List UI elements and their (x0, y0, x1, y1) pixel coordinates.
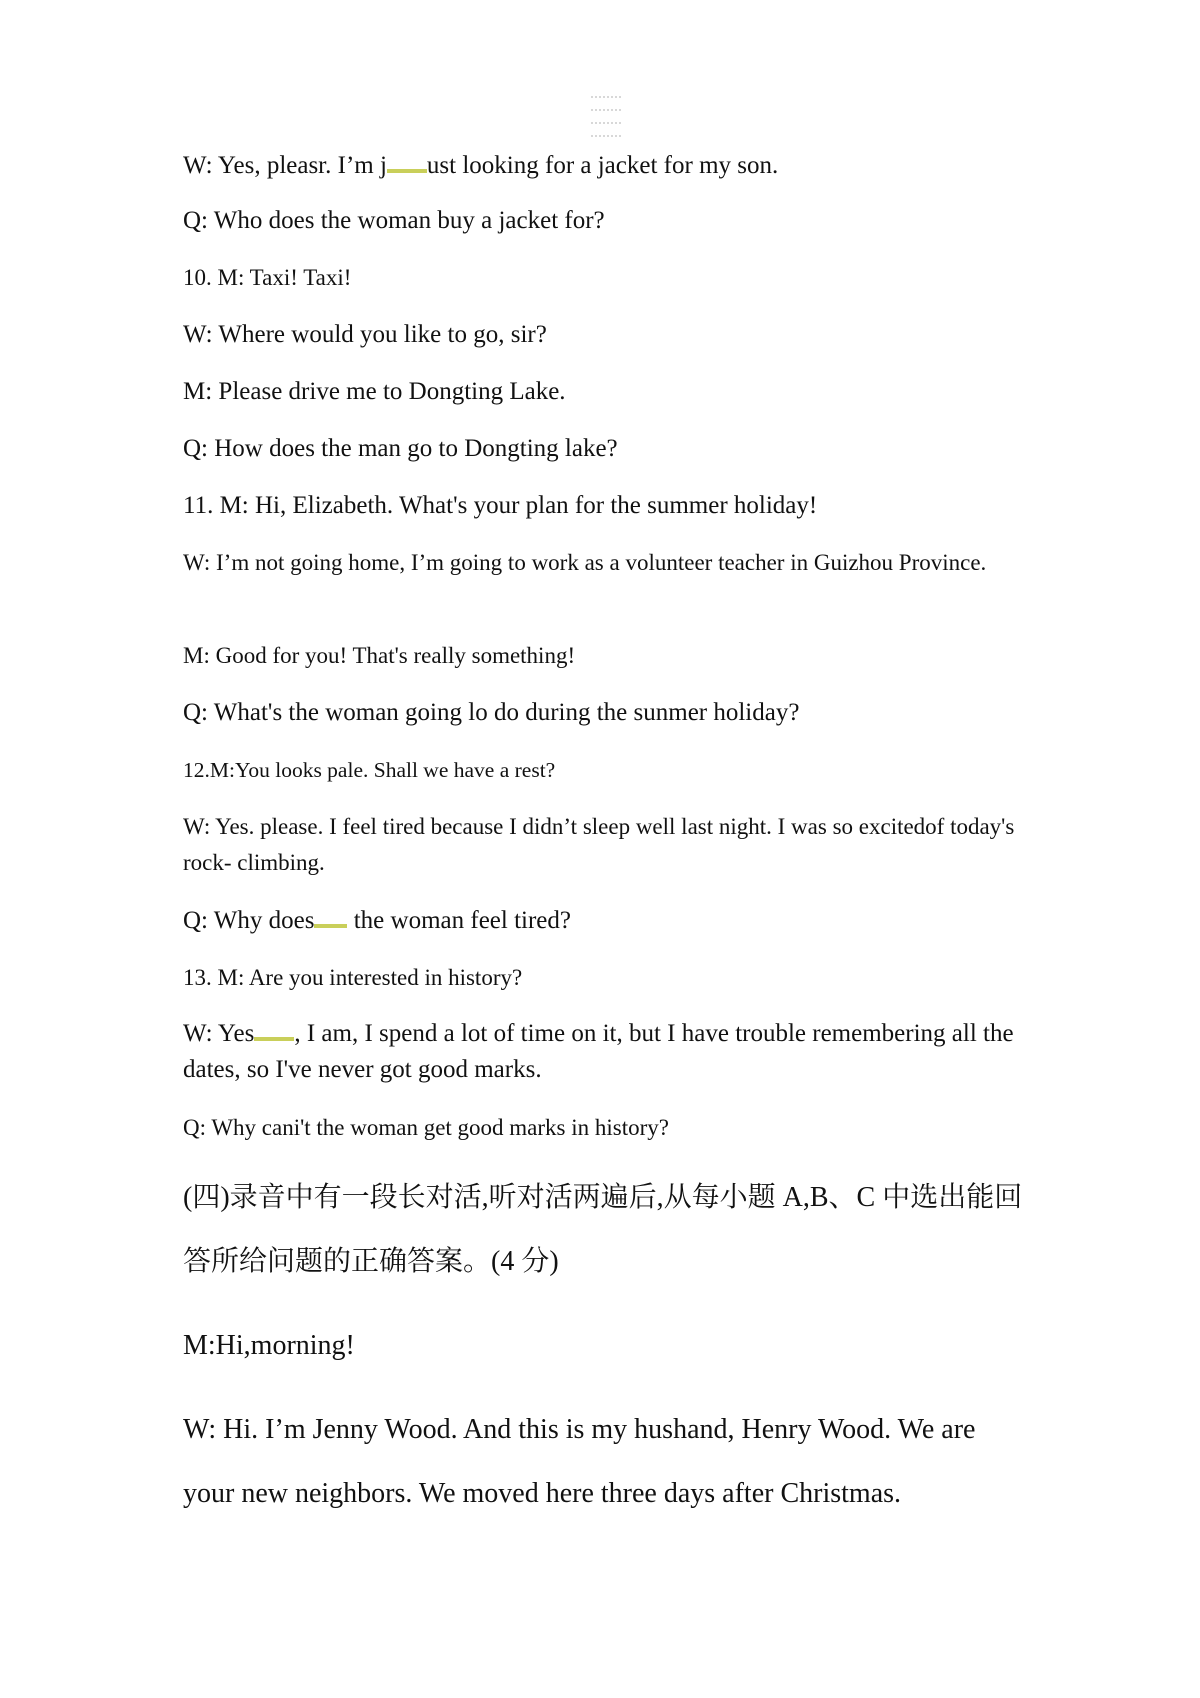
section-heading: (四)录音中有一段长对活,听对活两遍后,从每小题 A,B、C 中选出能回答所给问题的正确答案。(4 分) (183, 1182, 1023, 1277)
watermark-mark-icon (585, 88, 627, 144)
line-1-part-b: ust looking for a jacket for my son. (426, 152, 779, 179)
line-13-part-b: the woman feel tired? (347, 907, 571, 934)
line-13-part-a: Q: Why does (183, 907, 315, 934)
line-9: M: Good for you! That's really something! (183, 643, 576, 668)
line-19: W: Hi. I’m Jenny Wood. And this is my hushand, Henry Wood. We are your new neighbors. We moved here three days after Christmas. (183, 1414, 976, 1509)
line-3: 10. M: Taxi! Taxi! (183, 265, 352, 290)
line-15-part-b: , I am, I spend a lot of time on it, but I have trouble remembering all the dates, so I've never got good marks. (183, 1020, 1014, 1083)
line-15 (183, 1016, 1033, 1088)
line-4: W: Where would you like to go, sir? (183, 321, 547, 348)
line-2: Q: Who does the woman buy a jacket for? (183, 207, 605, 234)
highlight-mark (314, 924, 347, 928)
line-1 (183, 148, 1033, 184)
line-14: 13. M: Are you interested in history? (183, 965, 523, 990)
line-18: M:Hi,morning! (183, 1330, 355, 1361)
line-5: M: Please drive me to Dongting Lake. (183, 378, 566, 405)
highlight-mark (387, 169, 427, 173)
line-16: Q: Why cani't the woman get good marks in history? (183, 1115, 669, 1140)
line-11: 12.M:You looks pale. Shall we have a rest? (183, 758, 556, 782)
line-13 (183, 903, 1033, 939)
line-7: 11. M: Hi, Elizabeth. What's your plan for the summer holiday! (183, 492, 818, 519)
line-15-part-a: W: Yes (183, 1020, 255, 1047)
line-1-part-a: W: Yes, pleasr. I’m j (183, 152, 387, 179)
line-10: Q: What's the woman going lo do during the sunmer holiday? (183, 699, 800, 726)
line-12: W: Yes. please. I feel tired because I didn’t sleep well last night. I was so excitedof today's rock- climbing. (183, 814, 1015, 875)
line-6: Q: How does the man go to Dongting lake? (183, 435, 618, 462)
highlight-mark (254, 1037, 294, 1041)
line-8: W: I’m not going home, I’m going to work as a volunteer teacher in Guizhou Province. (183, 550, 987, 575)
